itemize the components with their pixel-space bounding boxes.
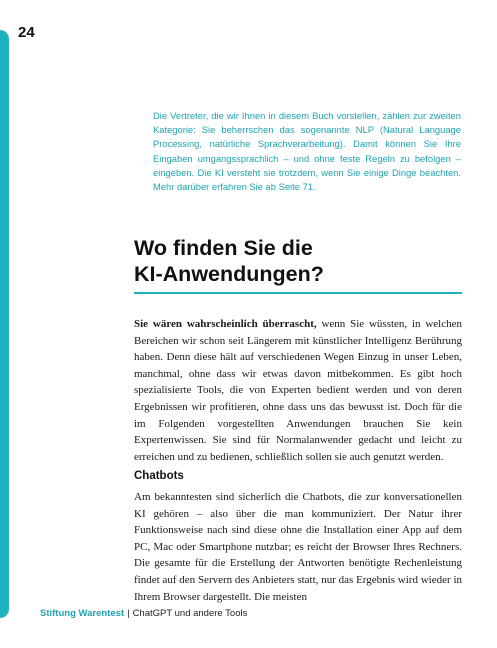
intro-paragraph bbox=[134, 316, 462, 465]
chatbots-paragraph: Am bekanntesten sind sicherlich die Chatbots, die zur konversationellen KI gehören – also über die man kommuniziert. Der Natur ihrer Funktionsweise nach sind diese ohne die Installation einer App auf dem PC, Mac oder Smartphone nutzbar; es reicht der Browser Ihres Rechners. Die gesamte für die Erstellung der Antworten benötigte Rechenleistung findet auf den Servern des Anbieters statt, nur das Ergebnis wird wieder in Ihrem Browser dargestellt. Die meisten bbox=[134, 491, 462, 603]
intro-lead-text: Sie wären wahrscheinlich überrascht, bbox=[134, 318, 317, 330]
section-heading bbox=[134, 235, 464, 287]
intro-body-text: wenn Sie wüssten, in welchen Bereichen wir schon seit Längerem mit künstlicher Intelligenz Berührung haben. Denn diese hält auf verschiedenen Wegen Einzug in unser Leben, manchmal, ohne dass wir etwas davon mitbekommen. Es gibt hoch spezialisierte Tools, die von Experten bedient werden und von deren Ergebnissen wir profitieren, ohne dass uns das bewusst ist. Doch für die im Folgenden vorgestellten Anwendungen brauchen Sie kein Expertenwissen. Sie sind für Normalanwender gedacht und leicht zu erreichen und zu bedienen, schließlich sollen sie auch genutzt werden. bbox=[134, 318, 463, 463]
page-number: 24 bbox=[18, 24, 35, 41]
footer-separator: | bbox=[127, 608, 130, 619]
heading-underline bbox=[134, 292, 462, 294]
chatbots-subheading: Chatbots bbox=[134, 470, 184, 482]
footer-book-title: ChatGPT und andere Tools bbox=[132, 608, 248, 619]
chapter-edge-bar bbox=[0, 30, 9, 618]
page-footer bbox=[40, 608, 247, 619]
section-heading-line-2: KI-Anwendungen? bbox=[134, 262, 324, 286]
footer-brand: Stiftung Warentest bbox=[40, 608, 125, 619]
info-box-text: Die Vertreter, die wir Ihnen in diesem Buch vorstellen, zählen zur zweiten Kategorie: Sie beherrschen das sogenannte NLP (Natural Language Processing, natürliche Sprachverarbeitung). Damit können Sie Ihre Eingaben umgangssprachlich – und ohne feste Regeln zu befolgen – eingeben. Die KI versteht sie trotzdem, wenn Sie einige Dinge beachten. Mehr darüber erfahren Sie ab Seite 71. bbox=[153, 110, 461, 193]
section-heading-line-1: Wo finden Sie die bbox=[134, 236, 313, 260]
